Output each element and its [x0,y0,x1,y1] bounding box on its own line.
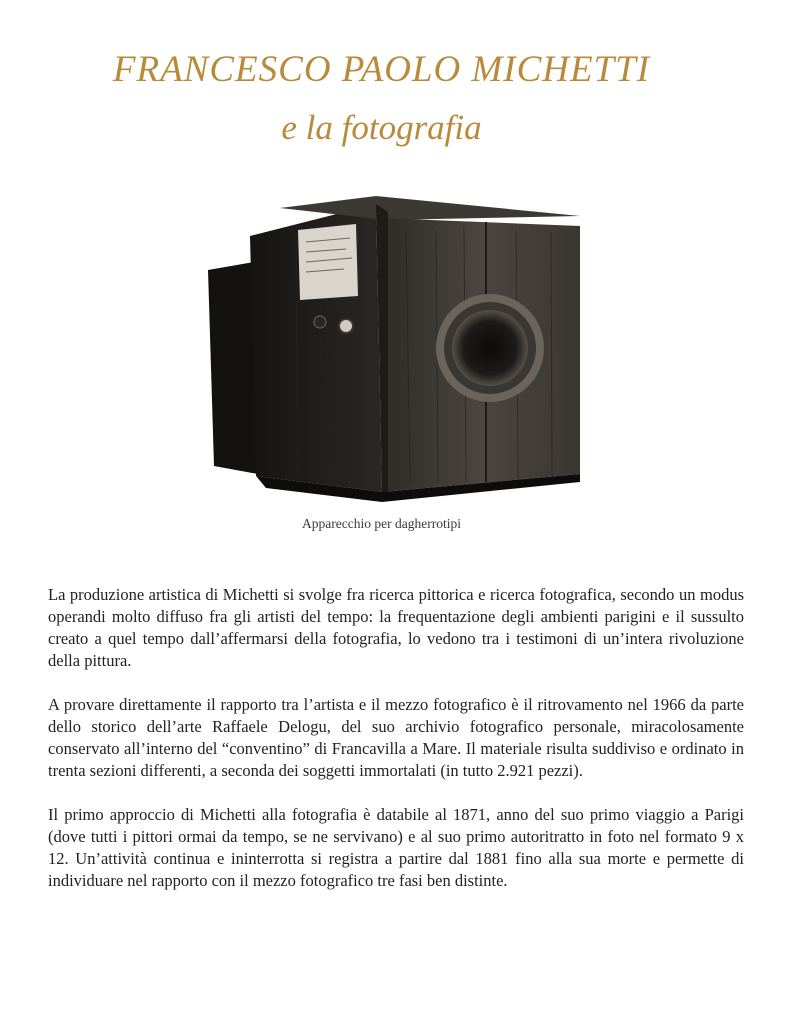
camera-photo [206,192,586,506]
paragraph: La produzione artistica di Michetti si svolge fra ricerca pittorica e ricerca fotografica, secondo un modus operandi molto diffuso fra gli artisti del tempo: la frequentazione degli ambienti parigini e il sussulto creato a quel tempo dall’affermarsi della fotografia, lo vedono tra i testimoni di un’intera rivoluzione della pittura. [48,585,744,670]
paragraph: A provare direttamente il rapporto tra l’artista e il mezzo fotografico è il ritrovamento nel 1966 da parte dello storico dell’arte Raffaele Delogu, del suo archivio fotografico personale, miracolosamente conservato all’interno del “conventino” di Francavilla a Mare. Il materiale risulta suddiviso e ordinato in trenta sezioni differenti, a seconda dei soggetti immortalati (in tutto 2.921 pezzi). [48,695,744,780]
photo-caption: Apparecchio per dagherrotipi [302,516,461,531]
paragraph: Il primo approccio di Michetti alla fotografia è databile al 1871, anno del suo primo viaggio a Parigi (dove tutti i pittori ormai da tempo, se ne servivano) e al suo primo autoritratto in foto nel formato 9 x 12. Un’attività continua e ininterrotta si registra a partire dal 1881 fino alla sua morte e permette di individuare nel rapporto con il mezzo fotografico tre fasi ben distinte. [48,805,744,890]
page-title: FRANCESCO PAOLO MICHETTI [112,49,651,90]
page-subtitle: e la fotografia [281,108,482,147]
body-text [48,584,744,914]
